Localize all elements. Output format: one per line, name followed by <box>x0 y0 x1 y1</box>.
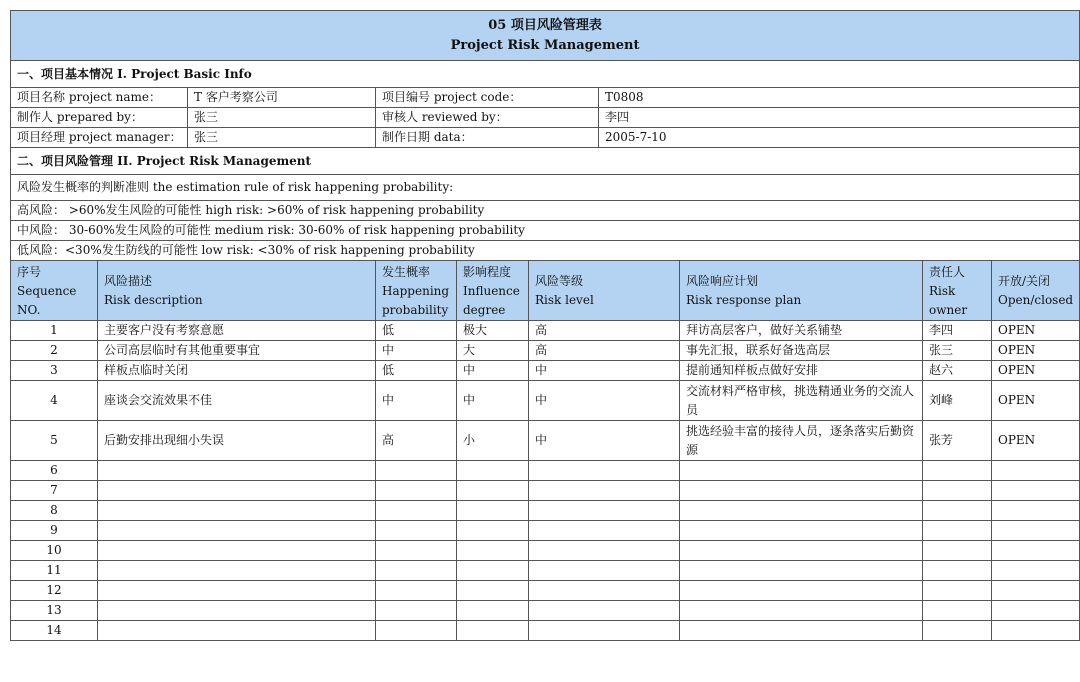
risk-owner <box>923 561 992 581</box>
header-text: 发生概率 <box>382 265 431 279</box>
info-label: 项目经理 project manager： <box>11 128 188 148</box>
header-text: 风险响应计划 <box>686 273 759 288</box>
risk-desc: 后勤安排出现细小失误 <box>98 421 376 461</box>
header-level <box>529 261 680 321</box>
risk-status <box>992 621 1080 641</box>
header-text: 风险描述 <box>104 273 153 288</box>
risk-influence <box>457 481 529 501</box>
risk-prob <box>376 561 457 581</box>
risk-no: 10 <box>11 541 98 561</box>
header-text: Influence <box>463 284 520 298</box>
risk-management-sheet <box>10 10 1074 641</box>
risk-no: 7 <box>11 481 98 501</box>
risk-plan: 交流材料严格审核，挑选精通业务的交流人员 <box>680 381 923 421</box>
header-status <box>992 261 1080 321</box>
risk-influence: 小 <box>457 421 529 461</box>
risk-level: 高 <box>529 341 680 361</box>
risk-owner: 李四 <box>923 321 992 341</box>
risk-influence <box>457 461 529 481</box>
section-heading: 一、项目基本情况 I. Project Basic Info <box>11 61 1080 88</box>
risk-plan <box>680 501 923 521</box>
empty-risk-row <box>11 561 1080 581</box>
info-row <box>11 88 1080 108</box>
risk-no: 11 <box>11 561 98 581</box>
risk-plan <box>680 461 923 481</box>
risk-status <box>992 501 1080 521</box>
header-owner <box>923 261 992 321</box>
risk-level <box>529 461 680 481</box>
title-cn: 05 项目风险管理表 <box>488 17 602 33</box>
risk-desc: 座谈会交流效果不佳 <box>98 381 376 421</box>
risk-row <box>11 381 1080 421</box>
rule-text: 中风险： 30-60%发生风险的可能性 medium risk: 30-60% of risk happening probability <box>11 221 1080 241</box>
risk-row <box>11 341 1080 361</box>
risk-row <box>11 421 1080 461</box>
risk-prob <box>376 501 457 521</box>
risk-owner <box>923 521 992 541</box>
info-value: 张三 <box>188 108 376 128</box>
risk-plan: 提前通知样板点做好安排 <box>680 361 923 381</box>
risk-no: 6 <box>11 461 98 481</box>
info-label: 项目编号 project code： <box>376 88 599 108</box>
risk-status <box>992 581 1080 601</box>
risk-influence <box>457 521 529 541</box>
risk-plan: 拜访高层客户，做好关系铺垫 <box>680 321 923 341</box>
title-row <box>11 11 1080 61</box>
header-plan <box>680 261 923 321</box>
risk-desc <box>98 461 376 481</box>
rule-text: 风险发生概率的判断准则 the estimation rule of risk happening probability: <box>11 175 1080 201</box>
empty-risk-row <box>11 481 1080 501</box>
risk-prob: 中 <box>376 341 457 361</box>
risk-table <box>10 10 1080 641</box>
risk-status: OPEN <box>992 361 1080 381</box>
risk-status: OPEN <box>992 421 1080 461</box>
risk-influence: 中 <box>457 361 529 381</box>
risk-influence <box>457 541 529 561</box>
info-label: 制作人 prepared by： <box>11 108 188 128</box>
risk-prob <box>376 481 457 501</box>
risk-plan <box>680 561 923 581</box>
risk-owner: 赵六 <box>923 361 992 381</box>
risk-desc: 公司高层临时有其他重要事宜 <box>98 341 376 361</box>
risk-status: OPEN <box>992 321 1080 341</box>
page-title <box>11 11 1080 61</box>
risk-desc <box>98 561 376 581</box>
header-text: 责任人 <box>929 265 966 279</box>
header-text: probability <box>382 303 449 317</box>
risk-level: 中 <box>529 361 680 381</box>
risk-header-row <box>11 261 1080 321</box>
header-seq <box>11 261 98 321</box>
info-value: T0808 <box>599 88 1080 108</box>
risk-no: 2 <box>11 341 98 361</box>
info-value: 李四 <box>599 108 1080 128</box>
empty-risk-row <box>11 621 1080 641</box>
rule-row <box>11 201 1080 221</box>
risk-no: 4 <box>11 381 98 421</box>
rule-text: 高风险： >60%发生风险的可能性 high risk: >60% of risk happening probability <box>11 201 1080 221</box>
risk-owner: 张芳 <box>923 421 992 461</box>
risk-status <box>992 521 1080 541</box>
risk-prob: 高 <box>376 421 457 461</box>
risk-desc <box>98 621 376 641</box>
risk-plan: 挑选经验丰富的接待人员，逐条落实后勤资源 <box>680 421 923 461</box>
header-text: Risk description <box>104 292 203 307</box>
risk-desc: 样板点临时关闭 <box>98 361 376 381</box>
risk-influence: 大 <box>457 341 529 361</box>
risk-prob <box>376 541 457 561</box>
risk-owner <box>923 501 992 521</box>
risk-level: 中 <box>529 421 680 461</box>
risk-owner <box>923 621 992 641</box>
risk-status <box>992 601 1080 621</box>
risk-influence <box>457 581 529 601</box>
risk-no: 8 <box>11 501 98 521</box>
risk-influence <box>457 621 529 641</box>
info-value: 张三 <box>188 128 376 148</box>
info-value: T 客户考察公司 <box>188 88 376 108</box>
empty-risk-row <box>11 541 1080 561</box>
risk-plan <box>680 581 923 601</box>
risk-status <box>992 461 1080 481</box>
risk-prob <box>376 581 457 601</box>
header-text: owner <box>929 303 968 317</box>
header-text: Risk level <box>535 292 594 307</box>
info-label: 项目名称 project name： <box>11 88 188 108</box>
risk-prob: 中 <box>376 381 457 421</box>
header-desc <box>98 261 376 321</box>
header-text: Risk <box>929 284 956 298</box>
info-value: 2005-7-10 <box>599 128 1080 148</box>
risk-level <box>529 521 680 541</box>
info-label: 制作日期 data： <box>376 128 599 148</box>
risk-status <box>992 561 1080 581</box>
risk-desc <box>98 541 376 561</box>
header-text: 影响程度 <box>463 265 512 279</box>
risk-prob: 低 <box>376 361 457 381</box>
header-influence <box>457 261 529 321</box>
risk-influence <box>457 561 529 581</box>
header-text: Sequence <box>17 284 77 298</box>
section-risk-management <box>11 148 1080 175</box>
risk-status: OPEN <box>992 381 1080 421</box>
risk-level <box>529 561 680 581</box>
risk-no: 12 <box>11 581 98 601</box>
risk-row <box>11 321 1080 341</box>
risk-influence <box>457 501 529 521</box>
risk-owner: 刘峰 <box>923 381 992 421</box>
header-prob <box>376 261 457 321</box>
rule-row <box>11 241 1080 261</box>
risk-plan <box>680 521 923 541</box>
empty-risk-row <box>11 601 1080 621</box>
risk-desc <box>98 501 376 521</box>
risk-influence: 极大 <box>457 321 529 341</box>
risk-desc <box>98 521 376 541</box>
risk-status <box>992 481 1080 501</box>
risk-level: 中 <box>529 381 680 421</box>
rule-row <box>11 221 1080 241</box>
risk-no: 1 <box>11 321 98 341</box>
empty-risk-row <box>11 581 1080 601</box>
risk-no: 5 <box>11 421 98 461</box>
risk-status <box>992 541 1080 561</box>
risk-owner <box>923 461 992 481</box>
risk-prob: 低 <box>376 321 457 341</box>
risk-desc <box>98 481 376 501</box>
header-text: Open/closed <box>998 292 1074 307</box>
risk-owner <box>923 581 992 601</box>
empty-risk-row <box>11 461 1080 481</box>
risk-prob <box>376 621 457 641</box>
risk-influence: 中 <box>457 381 529 421</box>
risk-desc: 主要客户没有考察意愿 <box>98 321 376 341</box>
risk-desc <box>98 601 376 621</box>
risk-level <box>529 581 680 601</box>
risk-plan: 事先汇报，联系好备选高层 <box>680 341 923 361</box>
header-text: 序号 <box>17 265 42 279</box>
risk-owner <box>923 541 992 561</box>
risk-plan <box>680 541 923 561</box>
header-text: 风险等级 <box>535 273 584 288</box>
risk-owner: 张三 <box>923 341 992 361</box>
risk-no: 9 <box>11 521 98 541</box>
rule-row <box>11 175 1080 201</box>
risk-no: 14 <box>11 621 98 641</box>
risk-plan <box>680 601 923 621</box>
risk-level <box>529 601 680 621</box>
risk-level <box>529 541 680 561</box>
risk-plan <box>680 481 923 501</box>
risk-prob <box>376 521 457 541</box>
risk-plan <box>680 621 923 641</box>
risk-level <box>529 501 680 521</box>
header-text: Risk response plan <box>686 292 802 307</box>
risk-influence <box>457 601 529 621</box>
rule-text: 低风险：<30%发生防线的可能性 low risk: <30% of risk happening probability <box>11 241 1080 261</box>
risk-row <box>11 361 1080 381</box>
risk-owner <box>923 601 992 621</box>
title-en: Project Risk Management <box>450 37 640 53</box>
info-row <box>11 128 1080 148</box>
info-label: 审核人 reviewed by： <box>376 108 599 128</box>
risk-prob <box>376 601 457 621</box>
header-text: NO. <box>17 303 41 317</box>
risk-desc <box>98 581 376 601</box>
section-basic-info <box>11 61 1080 88</box>
risk-no: 3 <box>11 361 98 381</box>
header-text: Happening <box>382 284 450 298</box>
risk-owner <box>923 481 992 501</box>
risk-prob <box>376 461 457 481</box>
section-heading: 二、项目风险管理 II. Project Risk Management <box>11 148 1080 175</box>
risk-no: 13 <box>11 601 98 621</box>
empty-risk-row <box>11 521 1080 541</box>
risk-level <box>529 621 680 641</box>
info-row <box>11 108 1080 128</box>
risk-status: OPEN <box>992 341 1080 361</box>
risk-level <box>529 481 680 501</box>
empty-risk-row <box>11 501 1080 521</box>
header-text: 开放/关闭 <box>998 273 1051 288</box>
risk-level: 高 <box>529 321 680 341</box>
header-text: degree <box>463 303 506 317</box>
